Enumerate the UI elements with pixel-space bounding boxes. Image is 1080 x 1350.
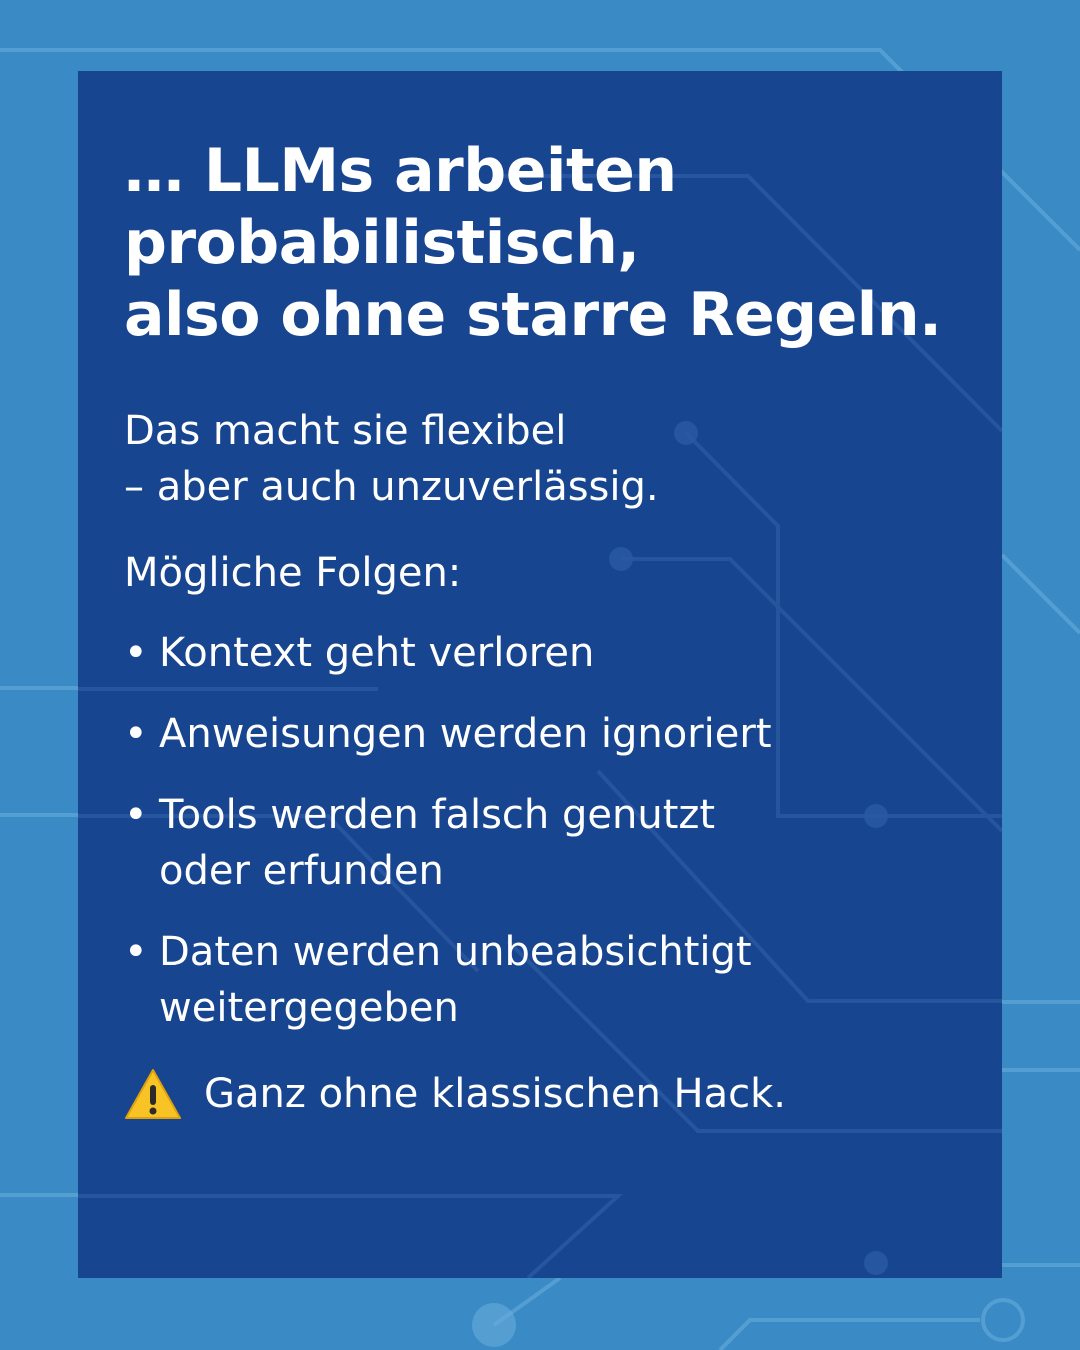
bullet-icon: • (124, 929, 148, 975)
info-card (78, 71, 1002, 1278)
consequences-list (124, 625, 964, 1036)
card-content (124, 135, 964, 1122)
list-item-text: weitergegeben (159, 985, 459, 1031)
bullet-icon: • (124, 630, 148, 676)
headline (124, 135, 964, 351)
list-item (124, 625, 964, 681)
list-item-text: Anweisungen werden ignoriert (159, 711, 772, 757)
intro-line: Das macht sie flexibel (124, 408, 567, 454)
list-item-text: oder erfunden (159, 848, 444, 894)
list-item (124, 706, 964, 762)
list-item-text: Kontext geht verloren (159, 630, 595, 676)
headline-line: probabilistisch, (124, 208, 640, 278)
list-item (124, 924, 964, 1036)
list-item (124, 787, 964, 899)
headline-line: also ohne starre Regeln. (124, 280, 942, 350)
bullet-icon: • (124, 711, 148, 757)
list-item-text: Daten werden unbeabsichtigt (159, 929, 752, 975)
consequences-title: Mögliche Folgen: (124, 550, 462, 596)
warning-text: Ganz ohne klassischen Hack. (204, 1071, 786, 1117)
headline-line: … LLMs arbeiten (124, 136, 677, 206)
warning-triangle-icon (124, 1067, 182, 1121)
bullet-icon: • (124, 792, 148, 838)
intro-line: – aber auch unzuverlässig. (124, 464, 659, 510)
warning-note (124, 1066, 964, 1122)
list-item-text: Tools werden falsch genutzt (159, 792, 716, 838)
intro-text (124, 403, 964, 515)
